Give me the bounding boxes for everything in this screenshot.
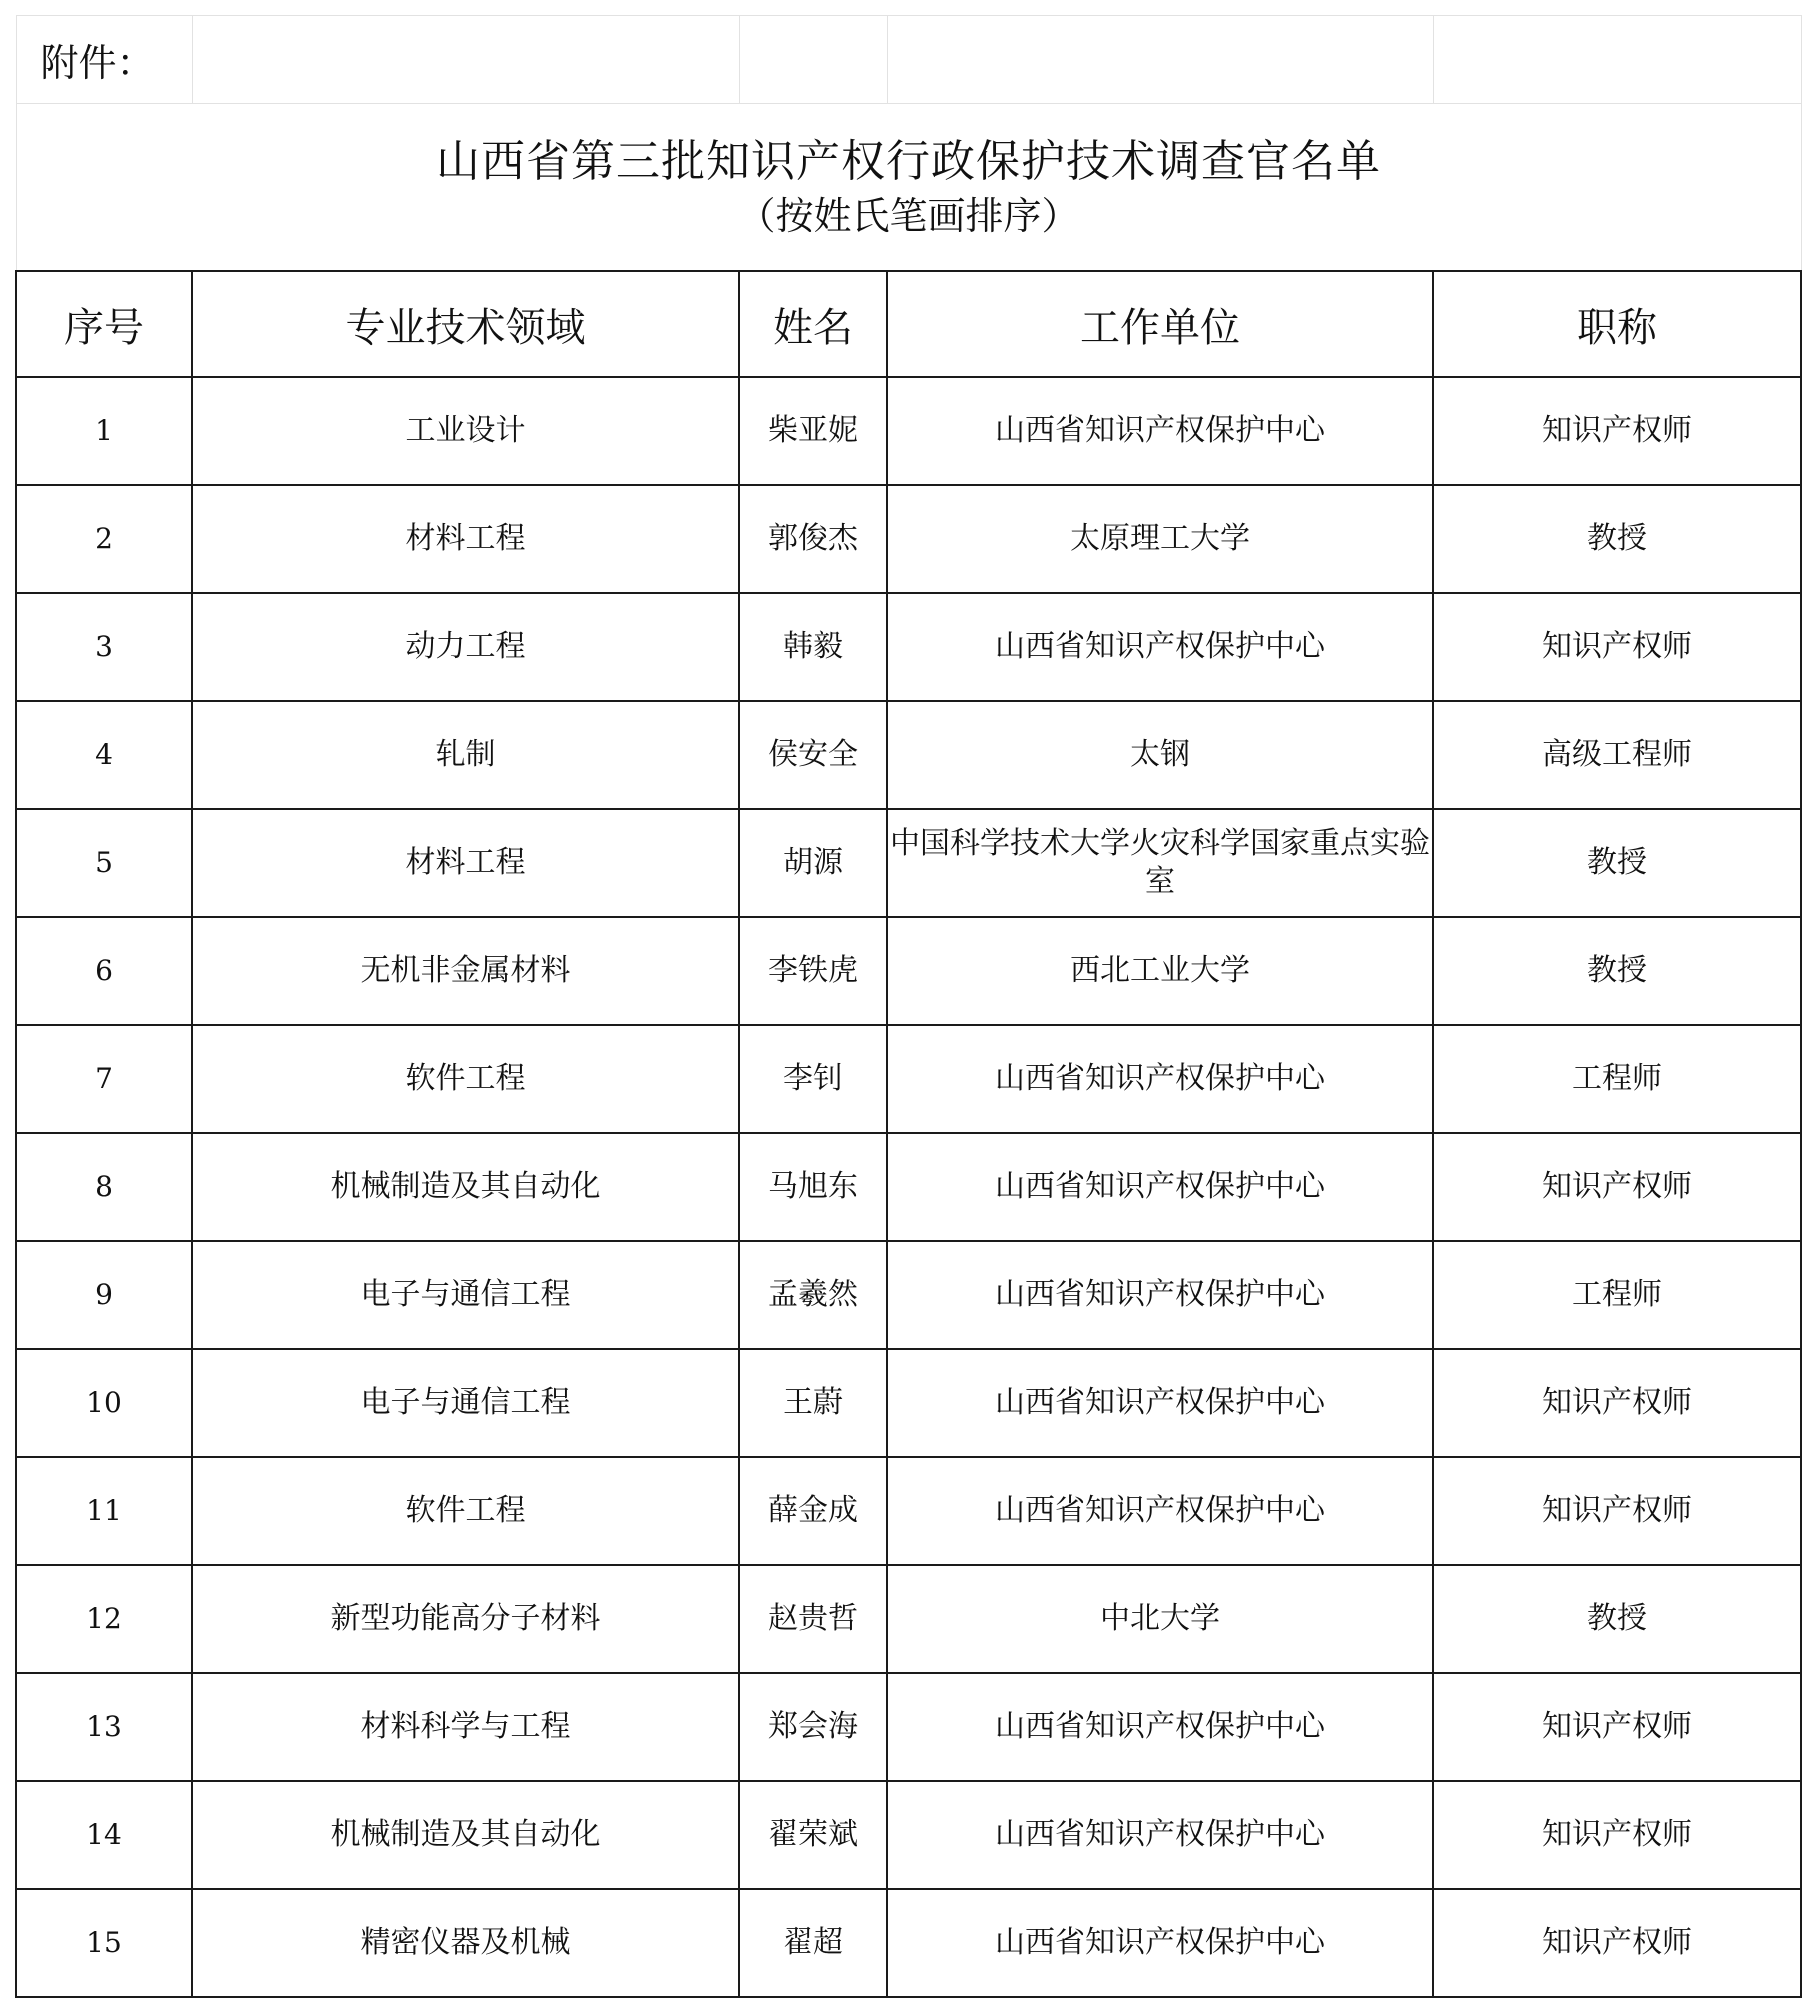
cell-unit: 山西省知识产权保护中心	[887, 1673, 1433, 1781]
cell-no: 14	[16, 1781, 192, 1889]
cell-unit: 山西省知识产权保护中心	[887, 593, 1433, 701]
cell-title: 知识产权师	[1433, 1133, 1801, 1241]
empty-cell	[1433, 16, 1801, 104]
cell-field: 无机非金属材料	[192, 917, 739, 1025]
cell-unit: 山西省知识产权保护中心	[887, 1025, 1433, 1133]
cell-no: 10	[16, 1349, 192, 1457]
cell-unit: 中国科学技术大学火灾科学国家重点实验室	[887, 809, 1433, 917]
cell-name: 柴亚妮	[739, 377, 887, 485]
cell-field: 动力工程	[192, 593, 739, 701]
document-subtitle: （按姓氏笔画排序）	[737, 194, 1080, 238]
cell-name: 孟羲然	[739, 1241, 887, 1349]
cell-unit: 山西省知识产权保护中心	[887, 1457, 1433, 1565]
cell-field: 工业设计	[192, 377, 739, 485]
table-row	[16, 1025, 1801, 1133]
cell-title: 知识产权师	[1433, 1673, 1801, 1781]
cell-unit: 山西省知识产权保护中心	[887, 1781, 1433, 1889]
cell-name: 王蔚	[739, 1349, 887, 1457]
cell-title: 知识产权师	[1433, 1889, 1801, 1997]
table-row	[16, 1133, 1801, 1241]
cell-name: 侯安全	[739, 701, 887, 809]
cell-title: 知识产权师	[1433, 377, 1801, 485]
cell-title: 工程师	[1433, 1025, 1801, 1133]
cell-unit: 山西省知识产权保护中心	[887, 377, 1433, 485]
cell-unit: 太钢	[887, 701, 1433, 809]
table-row	[16, 1457, 1801, 1565]
document-title: 山西省第三批知识产权行政保护技术调查官名单	[436, 136, 1381, 187]
column-header-title: 职称	[1433, 271, 1801, 377]
cell-no: 4	[16, 701, 192, 809]
cell-name: 李铁虎	[739, 917, 887, 1025]
table-row	[16, 1349, 1801, 1457]
attachment-label: 附件：	[16, 16, 192, 104]
cell-field: 机械制造及其自动化	[192, 1781, 739, 1889]
table-row	[16, 593, 1801, 701]
cell-name: 郭俊杰	[739, 485, 887, 593]
cell-name: 翟荣斌	[739, 1781, 887, 1889]
roster-table	[15, 15, 1802, 1998]
cell-title: 教授	[1433, 485, 1801, 593]
table-row	[16, 1673, 1801, 1781]
cell-name: 胡源	[739, 809, 887, 917]
cell-no: 13	[16, 1673, 192, 1781]
cell-field: 精密仪器及机械	[192, 1889, 739, 1997]
cell-name: 韩毅	[739, 593, 887, 701]
cell-no: 7	[16, 1025, 192, 1133]
table-row	[16, 485, 1801, 593]
cell-unit: 太原理工大学	[887, 485, 1433, 593]
cell-unit: 西北工业大学	[887, 917, 1433, 1025]
cell-no: 11	[16, 1457, 192, 1565]
table-row	[16, 701, 1801, 809]
table-row	[16, 377, 1801, 485]
empty-cell	[887, 16, 1433, 104]
cell-title: 教授	[1433, 809, 1801, 917]
table-row	[16, 1241, 1801, 1349]
cell-field: 软件工程	[192, 1025, 739, 1133]
cell-title: 工程师	[1433, 1241, 1801, 1349]
cell-no: 15	[16, 1889, 192, 1997]
cell-name: 翟超	[739, 1889, 887, 1997]
cell-title: 知识产权师	[1433, 1457, 1801, 1565]
cell-no: 1	[16, 377, 192, 485]
cell-title: 教授	[1433, 917, 1801, 1025]
cell-field: 材料工程	[192, 809, 739, 917]
table-row	[16, 1781, 1801, 1889]
column-header-field: 专业技术领域	[192, 271, 739, 377]
empty-cell	[739, 16, 887, 104]
cell-title: 知识产权师	[1433, 1781, 1801, 1889]
title-row	[16, 104, 1801, 272]
cell-no: 5	[16, 809, 192, 917]
column-header-name: 姓名	[739, 271, 887, 377]
cell-title: 知识产权师	[1433, 1349, 1801, 1457]
cell-title: 教授	[1433, 1565, 1801, 1673]
cell-unit: 山西省知识产权保护中心	[887, 1349, 1433, 1457]
column-header-unit: 工作单位	[887, 271, 1433, 377]
cell-no: 2	[16, 485, 192, 593]
cell-name: 李钊	[739, 1025, 887, 1133]
cell-no: 12	[16, 1565, 192, 1673]
table-row	[16, 917, 1801, 1025]
cell-no: 6	[16, 917, 192, 1025]
table-row	[16, 1565, 1801, 1673]
cell-name: 薛金成	[739, 1457, 887, 1565]
cell-name: 郑会海	[739, 1673, 887, 1781]
cell-unit: 山西省知识产权保护中心	[887, 1133, 1433, 1241]
cell-field: 机械制造及其自动化	[192, 1133, 739, 1241]
cell-field: 新型功能高分子材料	[192, 1565, 739, 1673]
cell-field: 软件工程	[192, 1457, 739, 1565]
cell-no: 3	[16, 593, 192, 701]
header-row	[16, 271, 1801, 377]
table-row	[16, 809, 1801, 917]
table-row	[16, 1889, 1801, 1997]
empty-cell	[192, 16, 739, 104]
cell-field: 轧制	[192, 701, 739, 809]
cell-title: 知识产权师	[1433, 593, 1801, 701]
title-cell	[16, 104, 1801, 272]
cell-no: 9	[16, 1241, 192, 1349]
column-header-no: 序号	[16, 271, 192, 377]
attachment-row	[16, 16, 1801, 104]
cell-unit: 中北大学	[887, 1565, 1433, 1673]
cell-unit: 山西省知识产权保护中心	[887, 1889, 1433, 1997]
cell-field: 电子与通信工程	[192, 1241, 739, 1349]
cell-field: 电子与通信工程	[192, 1349, 739, 1457]
cell-title: 高级工程师	[1433, 701, 1801, 809]
cell-field: 材料科学与工程	[192, 1673, 739, 1781]
cell-unit: 山西省知识产权保护中心	[887, 1241, 1433, 1349]
cell-name: 赵贵哲	[739, 1565, 887, 1673]
cell-name: 马旭东	[739, 1133, 887, 1241]
cell-no: 8	[16, 1133, 192, 1241]
cell-field: 材料工程	[192, 485, 739, 593]
